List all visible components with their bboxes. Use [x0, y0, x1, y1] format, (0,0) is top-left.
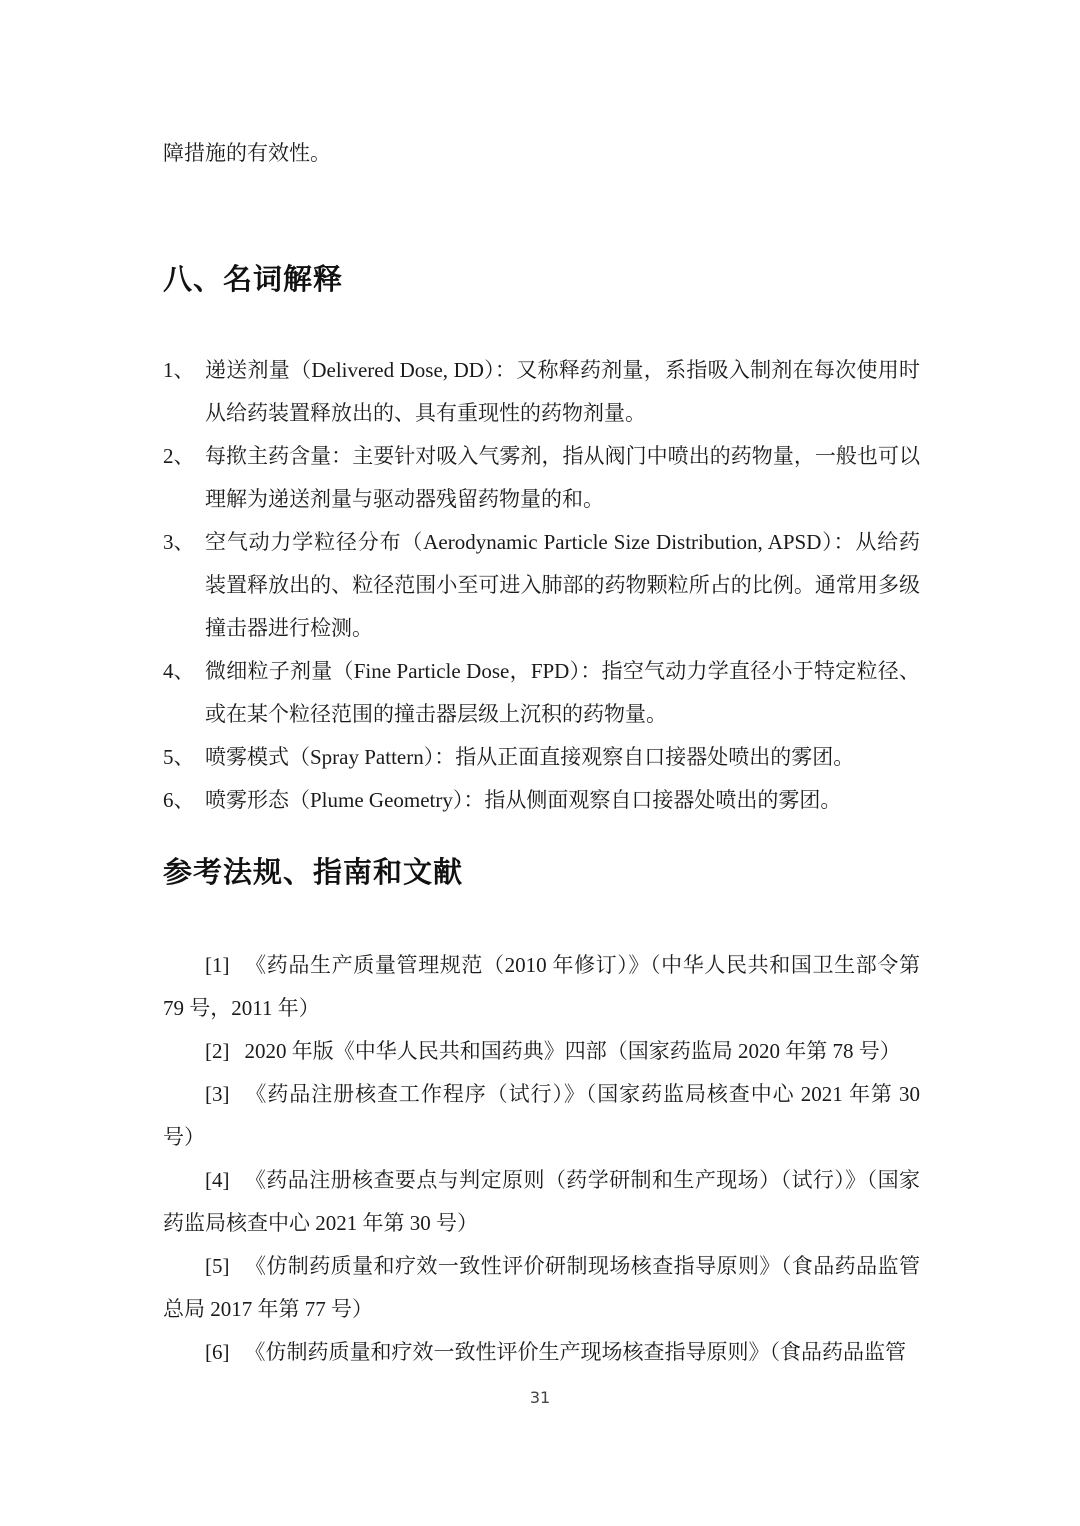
glossary-item-number: 1、: [163, 358, 195, 382]
glossary-item-number: 5、: [163, 745, 195, 769]
reference-text: 《药品注册核查要点与判定原则（药学研制和生产现场）（试行）》（国家药监局核查中心 2021 年第 30 号）: [163, 1168, 920, 1235]
glossary-item-number: 4、: [163, 659, 195, 683]
page-number: 31: [529, 1388, 551, 1407]
glossary-item-number: 6、: [163, 788, 195, 812]
reference-text: 《药品注册核查工作程序（试行）》（国家药监局核查中心 2021 年第 30 号）: [163, 1082, 920, 1149]
reference-label: [6]: [205, 1340, 230, 1364]
reference-label: [3]: [205, 1082, 230, 1106]
reference-text: 《仿制药质量和疗效一致性评价研制现场核查指导原则》（食品药品监管总局 2017 年第 77 号）: [163, 1254, 920, 1321]
reference-item-6: [163, 1331, 920, 1374]
reference-item-5: [163, 1245, 920, 1331]
reference-item-1: [163, 944, 920, 1030]
reference-item-3: [163, 1073, 920, 1159]
references-section-heading: 参考法规、指南和文献: [163, 857, 464, 889]
reference-item-2: [163, 1030, 920, 1073]
glossary-item-text: 微细粒子剂量（Fine Particle Dose，FPD）：指空气动力学直径小于特定粒径、或在某个粒径范围的撞击器层级上沉积的药物量。: [205, 659, 920, 726]
glossary-item-text: 喷雾形态（Plume Geometry）：指从侧面观察自口接器处喷出的雾团。: [205, 788, 842, 812]
glossary-section-heading: 八、名词解释: [163, 264, 344, 296]
reference-text: 《仿制药质量和疗效一致性评价生产现场核查指导原则》（食品药品监管: [244, 1340, 906, 1364]
glossary-item-5: [163, 736, 920, 779]
reference-list: [163, 944, 920, 1374]
glossary-item-text: 每揿主药含量：主要针对吸入气雾剂，指从阀门中喷出的药物量，一般也可以理解为递送剂量与驱动器残留药物量的和。: [205, 444, 920, 511]
reference-item-4: [163, 1159, 920, 1245]
glossary-item-number: 3、: [163, 530, 195, 554]
glossary-item-6: [163, 779, 920, 822]
glossary-list: [163, 349, 920, 822]
glossary-item-text: 喷雾模式（Spray Pattern）：指从正面直接观察自口接器处喷出的雾团。: [205, 745, 855, 769]
glossary-item-text: 空气动力学粒径分布（Aerodynamic Particle Size Distribution, APSD）：从给药装置释放出的、粒径范围小至可进入肺部的药物颗粒所占的比例。通常用多级撞击器进行检测。: [205, 530, 920, 640]
reference-label: [5]: [205, 1254, 230, 1278]
reference-label: [4]: [205, 1168, 230, 1192]
page-footer: [0, 1388, 1080, 1408]
glossary-item-text: 递送剂量（Delivered Dose, DD）：又称释药剂量，系指吸入制剂在每次使用时从给药装置释放出的、具有重现性的药物剂量。: [205, 358, 920, 425]
glossary-item-3: [163, 521, 920, 650]
glossary-item-2: [163, 435, 920, 521]
reference-text: 《药品生产质量管理规范（2010 年修订）》（中华人民共和国卫生部令第 79 号，2011 年）: [163, 953, 920, 1020]
reference-label: [2]: [205, 1039, 230, 1063]
reference-text: 2020 年版《中华人民共和国药典》四部（国家药监局 2020 年第 78 号）: [244, 1039, 901, 1063]
glossary-item-number: 2、: [163, 444, 195, 468]
reference-label: [1]: [205, 953, 230, 977]
continuation-paragraph: 障措施的有效性。: [163, 141, 331, 165]
glossary-item-4: [163, 650, 920, 736]
glossary-item-1: [163, 349, 920, 435]
